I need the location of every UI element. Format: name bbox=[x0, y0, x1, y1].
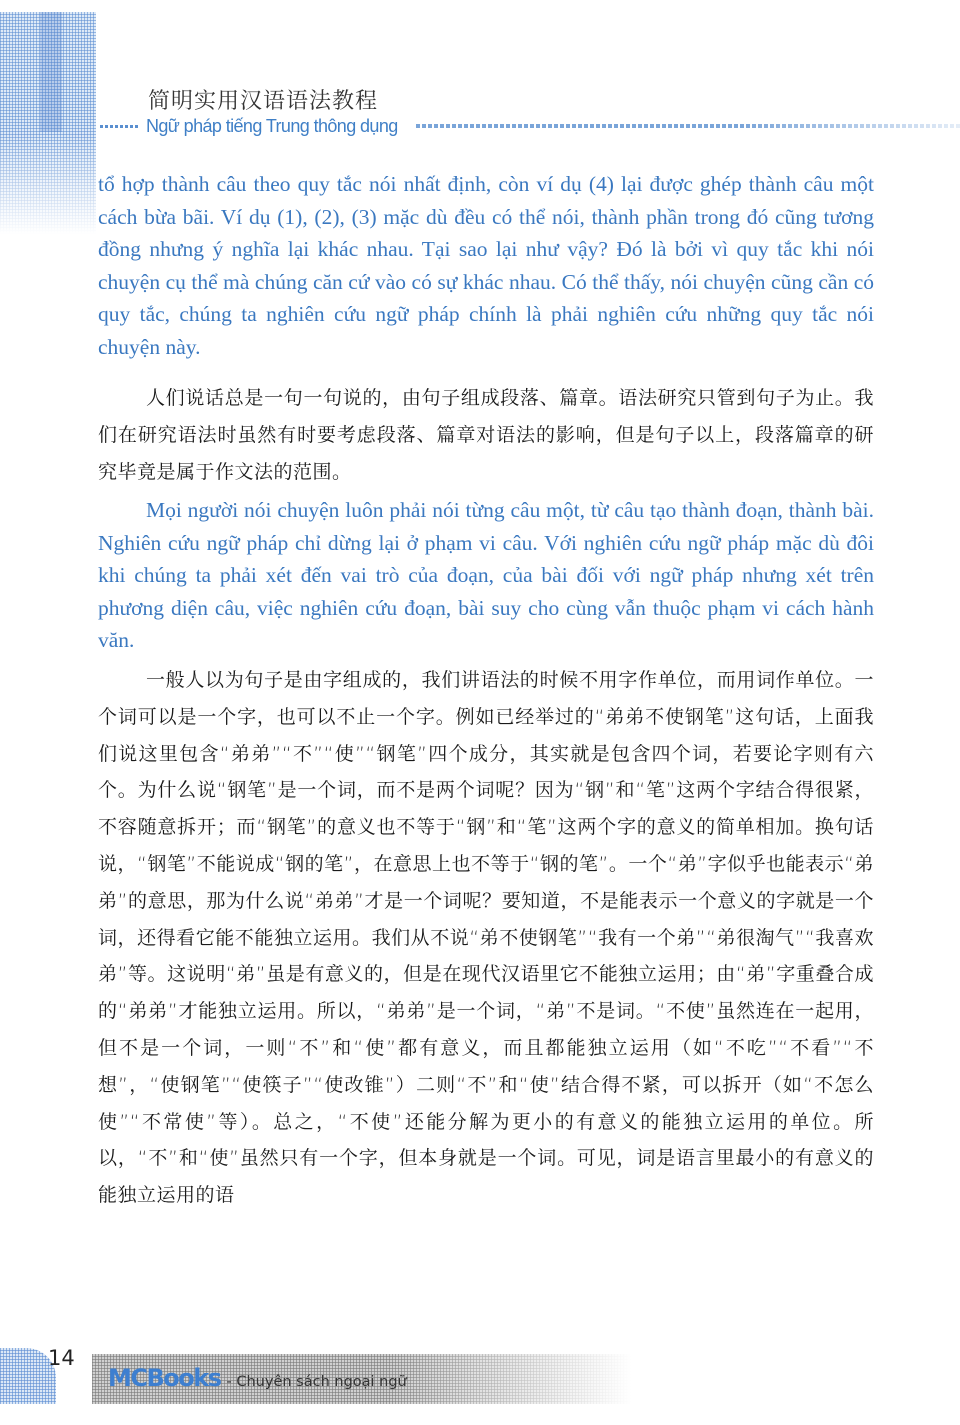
decorative-corner-pattern bbox=[0, 12, 96, 234]
paragraph-vietnamese-1: tổ hợp thành câu theo quy tắc nói nhất định, còn ví dụ (4) lại được ghép thành câu một cách bừa bãi. Ví dụ (1), (2), (3) mặc dù đều có thể nói, thành phần trong đó cũng tương đồng nhưng ý nghĩa lại khác nhau. Tại sao lại như vậy? Đó là bởi vì quy tắc khi nói chuyện cụ thể mà chúng căn cứ vào có sự khác nhau. Có thể thấy, nói chuyện cũng cần có quy tắc, chúng ta nghiên cứu ngữ pháp chính là phải nghiên cứu những quy tắc nói chuyện này. bbox=[98, 172, 874, 359]
paragraph-chinese-2: 一般人以为句子是由字组成的，我们讲语法的时候不用字作单位，而用词作单位。一个词可以是一个字，也可以不止一个字。例如已经举过的“弟弟不使钢笔”这句话，上面我们说这里包含“弟弟”“不”“使”“钢笔”四个成分，其实就是包含四个词，若要论字则有六个。为什么说“钢笔”是一个词，而不是两个词呢？因为“钢”和“笔”这两个字结合得很紧，不容随意拆开；而“钢笔”的意义也不等于“钢”和“笔”这两个字的意义的简单相加。换句话说，“钢笔”不能说成“钢的笔”，在意思上也不等于“钢的笔”。一个“弟”字似乎也能表示“弟弟”的意思，那为什么说“弟弟”才是一个词呢？要知道，不是能表示一个意义的字就是一个词，还得看它能不能独立运用。我们从不说“弟不使钢笔”“我有一个弟”“弟很淘气”“我喜欢弟”等。这说明“弟”虽是有意义的，但是在现代汉语里它不能独立运用；由“弟”字重叠合成的“弟弟”才能独立运用。所以，“弟弟”是一个词，“弟”不是词。“不使”虽然连在一起用，但不是一个词，一则“不”和“使”都有意义，而且都能独立运用（如“不吃”“不看”“不想”，“使钢笔”“使筷子”“使改锥”）二则“不”和“使”结合得不紧，可以拆开（如“不怎么使”“不常使”等）。总之，“不使”还能分解为更小的有意义的能独立运用的单位。所以，“不”和“使”虽然只有一个字，但本身就是一个词。可见，词是语言里最小的有意义的能独立运用的语 bbox=[98, 669, 874, 1207]
decorative-dash-left bbox=[100, 125, 140, 128]
book-title-vietnamese: Ngữ pháp tiếng Trung thông dụng bbox=[146, 115, 398, 136]
paragraph-vietnamese-2: Mọi người nói chuyện luôn phải nói từng câu một, từ câu tạo thành đoạn, thành bài. Nghiên cứu ngữ pháp chỉ dừng lại ở phạm vi câu. Với nghiên cứu ngữ pháp mặc dù đôi khi chúng ta phải xét đến vai trò của đoạn, của bài đối với ngữ pháp nhưng xét trên phương diện câu, việc nghiên cứu đoạn, bài suy cho cùng vẫn thuộc phạm vi cách hành văn. bbox=[98, 498, 874, 653]
brand-tagline: - Chuyên sách ngoại ngữ bbox=[226, 1374, 407, 1390]
book-title-chinese: 简明实用汉语语法教程 bbox=[148, 89, 379, 114]
header-subtitle-row bbox=[100, 114, 960, 138]
decorative-dash-rule bbox=[416, 124, 960, 128]
page-number: 14 bbox=[48, 1346, 75, 1370]
footer-brand bbox=[108, 1364, 407, 1392]
paragraph-chinese-1: 人们说话总是一句一句说的，由句子组成段落、篇章。语法研究只管到句子为止。我们在研究语法时虽然有时要考虑段落、篇章对语法的影响，但是句子以上，段落篇章的研究毕竟是属于作文法的范围。 bbox=[98, 387, 874, 483]
page-footer bbox=[0, 1340, 960, 1410]
mcbooks-logo: MCBooks bbox=[108, 1364, 221, 1392]
